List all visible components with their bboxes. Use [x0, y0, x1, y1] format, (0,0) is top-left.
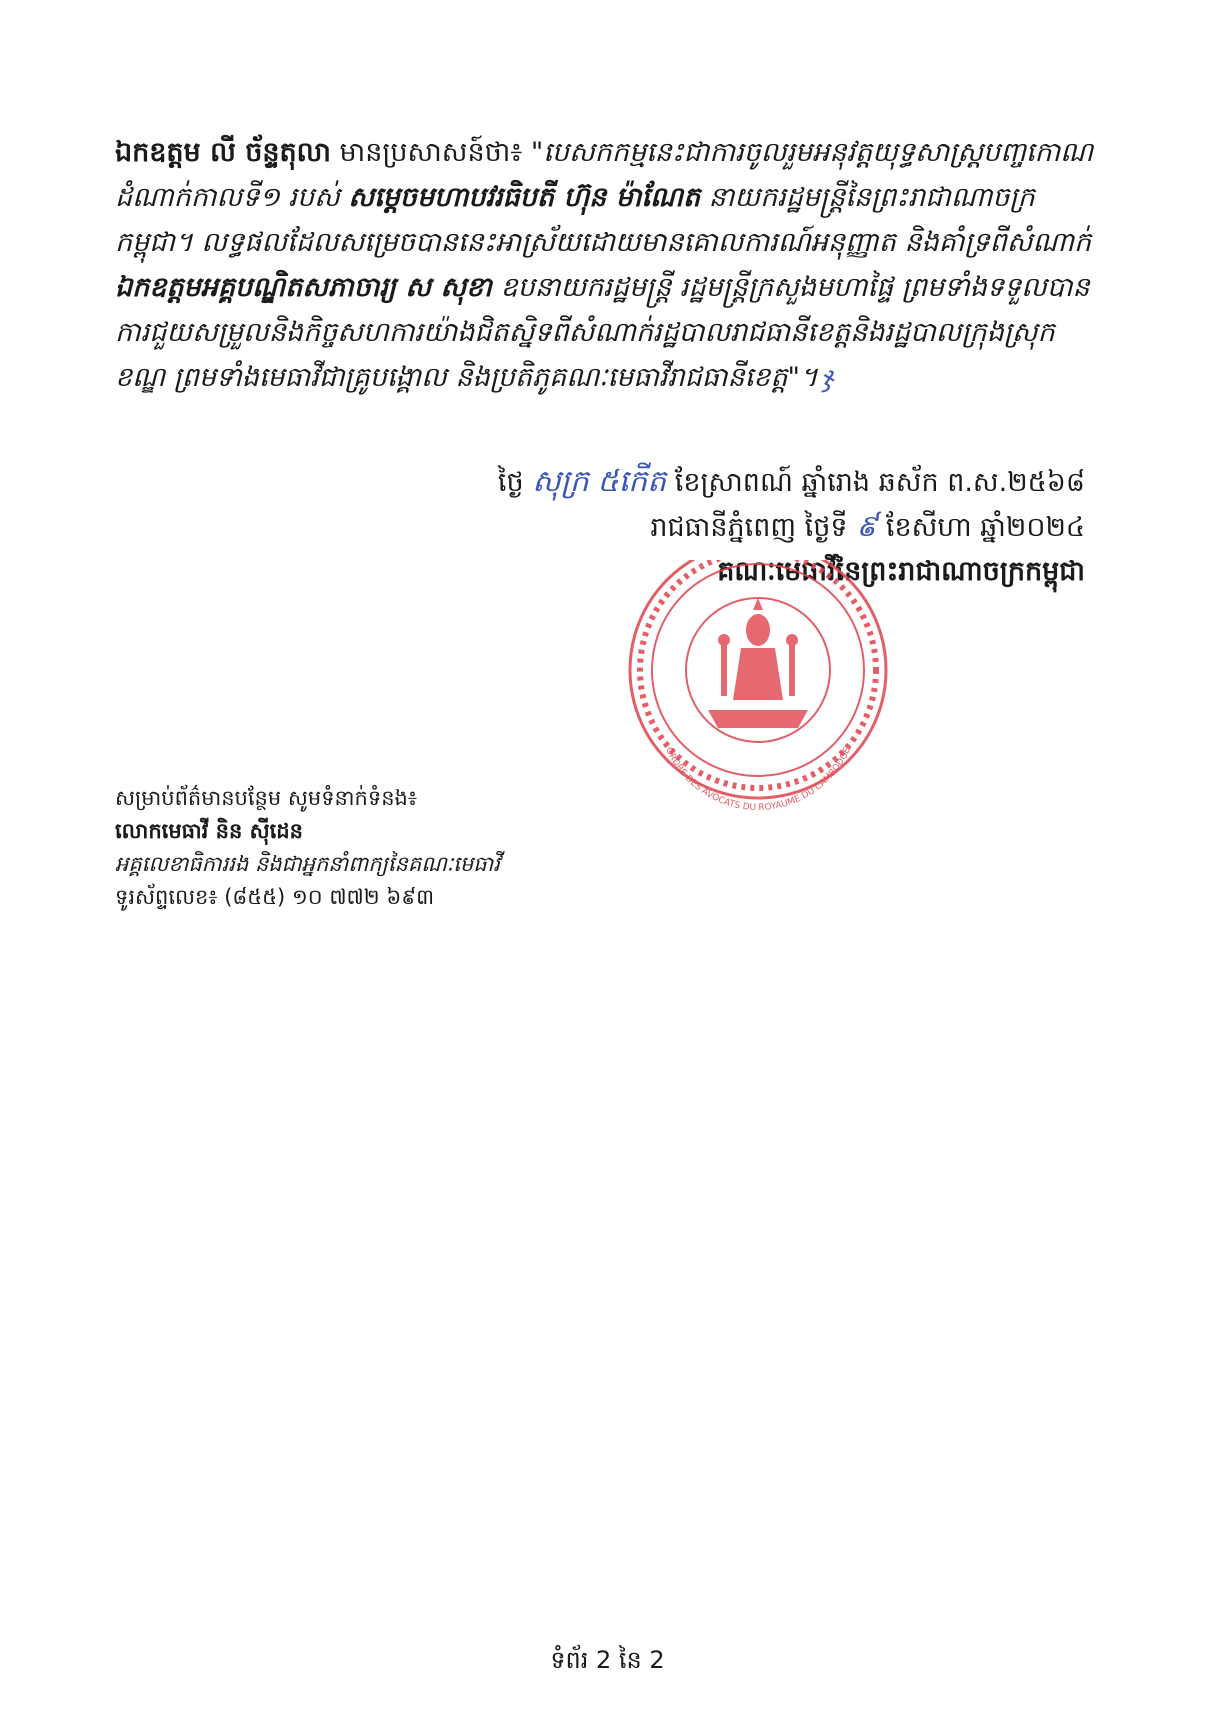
quote-part-1: "បេសកកម្មនេះជាការចូលរួមអនុវត្តយុទ្ធសាស្ត្របញ្ចកោណ ដំណាក់កាលទី១ របស់	[115, 137, 1094, 213]
excellency-name: ឯកឧត្តមអគ្គបណ្ឌិតសភាចារ្យ ស សុខា	[115, 272, 492, 303]
page-number: ទំព័រ 2 នៃ 2	[550, 1646, 665, 1674]
official-seal	[613, 560, 903, 810]
handwritten-weekday: សុក្រ	[532, 464, 589, 499]
quote-paragraph	[115, 130, 1100, 400]
handwritten-initial: ჯ	[821, 362, 834, 393]
handwritten-lunar-day: ៥កើត	[597, 464, 667, 499]
organization-name: គណៈមេធាវីនៃព្រះរាជាណាចក្រកម្ពុជា	[717, 556, 1085, 587]
quote-part-2: នាយករដ្ឋមន្ត្រីនៃព្រះរាជាណាចក្រកម្ពុជា។ លទ្ធផលដែលសម្រេចបាននេះអាស្រ័យដោយមានគោលការណ៍អនុញ្ញាត និងគាំទ្រពីសំណាក់	[115, 182, 1092, 258]
place-label: រាជធានីភ្នំពេញ ថ្ងៃទី	[650, 512, 848, 543]
handwritten-day: ៩	[856, 509, 878, 544]
seal-text: ORDRE DES AVOCATS DU ROYAUME DU CAMBODGE	[663, 746, 853, 810]
contact-name: លោកមេធាវី និន ស៊ីដេន	[115, 819, 303, 843]
intro-text: មានប្រសាសន៍ថា៖	[339, 137, 523, 168]
quote-part-3: ឧបនាយករដ្ឋមន្ត្រី រដ្ឋមន្ត្រីក្រសួងមហាផ្ទៃ ព្រមទាំងទទួលបានការជួយសម្រួលនិងកិច្ចសហការយ៉ាងជិតស្និទពីសំណាក់រដ្ឋបាលរាជធានីខេត្តនិងរដ្ឋបាលក្រុងស្រុកខណ្ឌ ព្រមទាំងមេធាវីជាគ្រូបង្គោល និងប្រតិភូគណៈមេធាវីរាជធានីខេត្ត"។	[115, 272, 1090, 393]
lunar-date-rest: ខែស្រាពណ៍ ឆ្នាំរោង ឆស័ក ព.ស.២៥៦៨	[674, 467, 1085, 498]
contact-intro: សម្រាប់ព័ត៌មានបន្ថែម សូមទំនាក់ទំនង៖	[115, 786, 418, 810]
lunar-date-line	[385, 460, 1085, 505]
month-year: ខែសីហា ឆ្នាំ២០២៤	[885, 512, 1085, 543]
solar-date-line	[385, 505, 1085, 550]
speaker-name: ឯកឧត្តម លី ច័ន្ទតុលា	[115, 137, 331, 168]
contact-block	[115, 782, 715, 914]
day-label: ថ្ងៃ	[497, 467, 524, 498]
samdech-name: សម្ដេចមហាបវរធិបតី ហ៊ុន ម៉ាណែត	[348, 182, 701, 213]
contact-phone: ទូរស័ព្ទលេខ៖ (៨៥៥) ១០ ៧៧២ ៦៩៣	[115, 885, 435, 909]
contact-title: អគ្គលេខាធិការរង និងជាអ្នកនាំពាក្យនៃគណៈមេធាវី	[115, 852, 500, 876]
